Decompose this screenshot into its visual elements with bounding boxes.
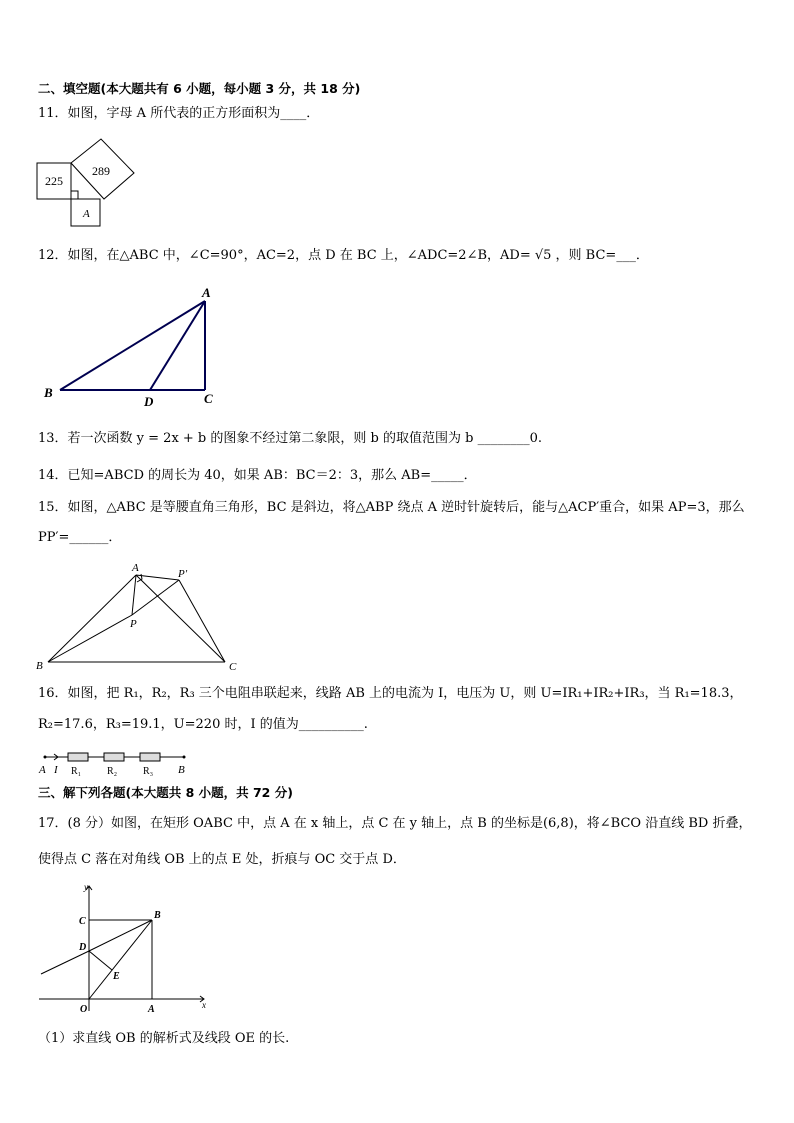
label-B: B [154,910,161,921]
label-D: D [144,394,154,408]
figure-12-triangle [38,283,228,408]
side-ab [48,575,136,662]
fold-line-bd [89,920,152,951]
question-17-part-1: （1）求直线 OB 的解析式及线段 OE 的长. [38,1031,290,1046]
question-17-line-2: 使得点 C 落在对角线 OB 上的点 E 处，折痕与 OC 交于点 D． [38,852,406,867]
label-225: 225 [45,174,63,188]
question-14: 14．已知=ABCD 的周长为 40，如果 AB：BC＝2：3，那么 AB=_____． [38,468,477,483]
side-ab [60,301,205,390]
label-A: A [202,285,211,300]
label-P-prime: P′ [178,568,188,580]
label-A: A [39,764,46,776]
figure-11-squares [34,133,144,228]
label-D: D [79,942,87,953]
terminal-a [44,756,47,759]
diagonal-ob [89,920,152,999]
label-R3: R₃ [143,766,154,777]
label-B: B [178,764,185,776]
resistor-r3 [140,753,160,761]
label-y: y [84,882,88,892]
segment-ap [132,575,136,615]
figure-16-circuit [36,748,196,780]
label-R1: R₁ [71,766,82,777]
label-P: P [130,618,137,630]
figure-17-coordinate [36,878,216,1018]
label-R2: R₂ [107,766,118,777]
resistor-r1 [68,753,88,761]
label-I: I [54,764,58,776]
side-ac [136,575,225,662]
label-A: A [132,562,139,574]
question-16-line-2: R₂=17.6，R₃=19.1，U=220 时，I 的值为__________. [38,717,368,732]
right-angle-mark [71,191,78,199]
label-C: C [204,391,213,406]
section-3-header: 三、解下列各题(本大题共 8 小题，共 72 分) [38,785,293,800]
question-17-line-1: 17．(8 分）如图，在矩形 OABC 中，点 A 在 x 轴上，点 C 在 y 轴上，点 B 的坐标是(6,8)，将∠BCO 沿直线 BD 折叠， [38,816,752,831]
label-C: C [79,916,86,927]
question-15-line-2: PP′=______． [38,530,122,545]
label-a: A [83,208,90,220]
segment-ad [150,301,205,390]
segment-de [89,951,112,970]
label-C: C [229,661,237,673]
label-B: B [36,660,43,672]
question-15-line-1: 15．如图，△ABC 是等腰直角三角形，BC 是斜边，将△ABP 绕点 A 逆时针旋转后，能与△ACP′重合，如果 AP=3，那么 [38,500,745,515]
section-2-header: 二、填空题(本大题共有 6 小题，每小题 3 分，共 18 分) [38,81,361,96]
resistor-r2 [104,753,124,761]
question-11: 11．如图，字母 A 所代表的正方形面积为____． [38,106,320,121]
question-13: 13．若一次函数 y = 2x + b 的图象不经过第二象限，则 b 的取值范围为 b ________0. [38,431,542,446]
question-16-line-1: 16．如图，把 R₁，R₂，R₃ 三个电阻串联起来，线路 AB 上的电流为 I，电压为 U，则 U=IR₁+IR₂+IR₃，当 R₁=18.3， [38,686,743,701]
terminal-b [183,756,186,759]
label-x: x [202,1000,206,1010]
label-289: 289 [92,164,110,178]
label-E: E [113,971,120,982]
label-B: B [44,385,53,400]
label-A: A [148,1004,155,1015]
segment-cp-prime [179,580,225,662]
question-12: 12．如图，在△ABC 中，∠C=90°，AC=2，点 D 在 BC 上，∠ADC=2∠B，AD= √5 ，则 BC=___． [38,248,649,263]
segment-bp [48,615,132,662]
figure-15-rotation [34,558,244,673]
fold-line-extension [41,951,89,974]
label-O: O [80,1004,88,1015]
